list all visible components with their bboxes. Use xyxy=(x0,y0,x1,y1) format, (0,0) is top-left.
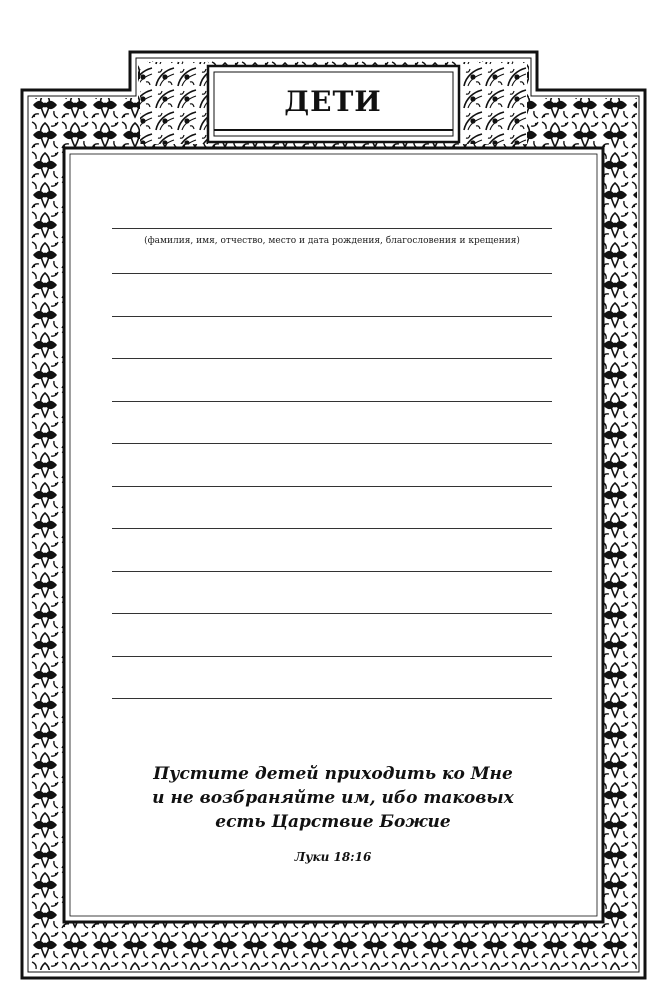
entry-line xyxy=(112,443,552,486)
entry-line xyxy=(112,273,552,316)
entry-line xyxy=(112,613,552,656)
entry-line xyxy=(112,316,552,359)
page-title: ДЕТИ xyxy=(284,85,382,118)
entry-line xyxy=(112,401,552,444)
entry-lines xyxy=(112,228,552,700)
entry-line xyxy=(112,528,552,571)
entry-line xyxy=(112,698,552,700)
scripture-reference: Луки 18:16 xyxy=(294,850,372,864)
entry-caption: (фамилия, имя, отчество, место и дата рождения, благословения и крещения) xyxy=(144,236,520,246)
quote-line-2: и не возбраняйте им, ибо таковых xyxy=(152,788,514,808)
scripture-quote xyxy=(100,762,566,834)
caption-row xyxy=(112,228,552,273)
quote-line-1: Пустите детей приходить ко Мне xyxy=(153,764,513,784)
entry-line xyxy=(112,656,552,699)
entry-line xyxy=(112,486,552,529)
entry-line xyxy=(112,571,552,614)
entry-line xyxy=(112,358,552,401)
quote-line-3: есть Царствие Божие xyxy=(215,812,451,832)
